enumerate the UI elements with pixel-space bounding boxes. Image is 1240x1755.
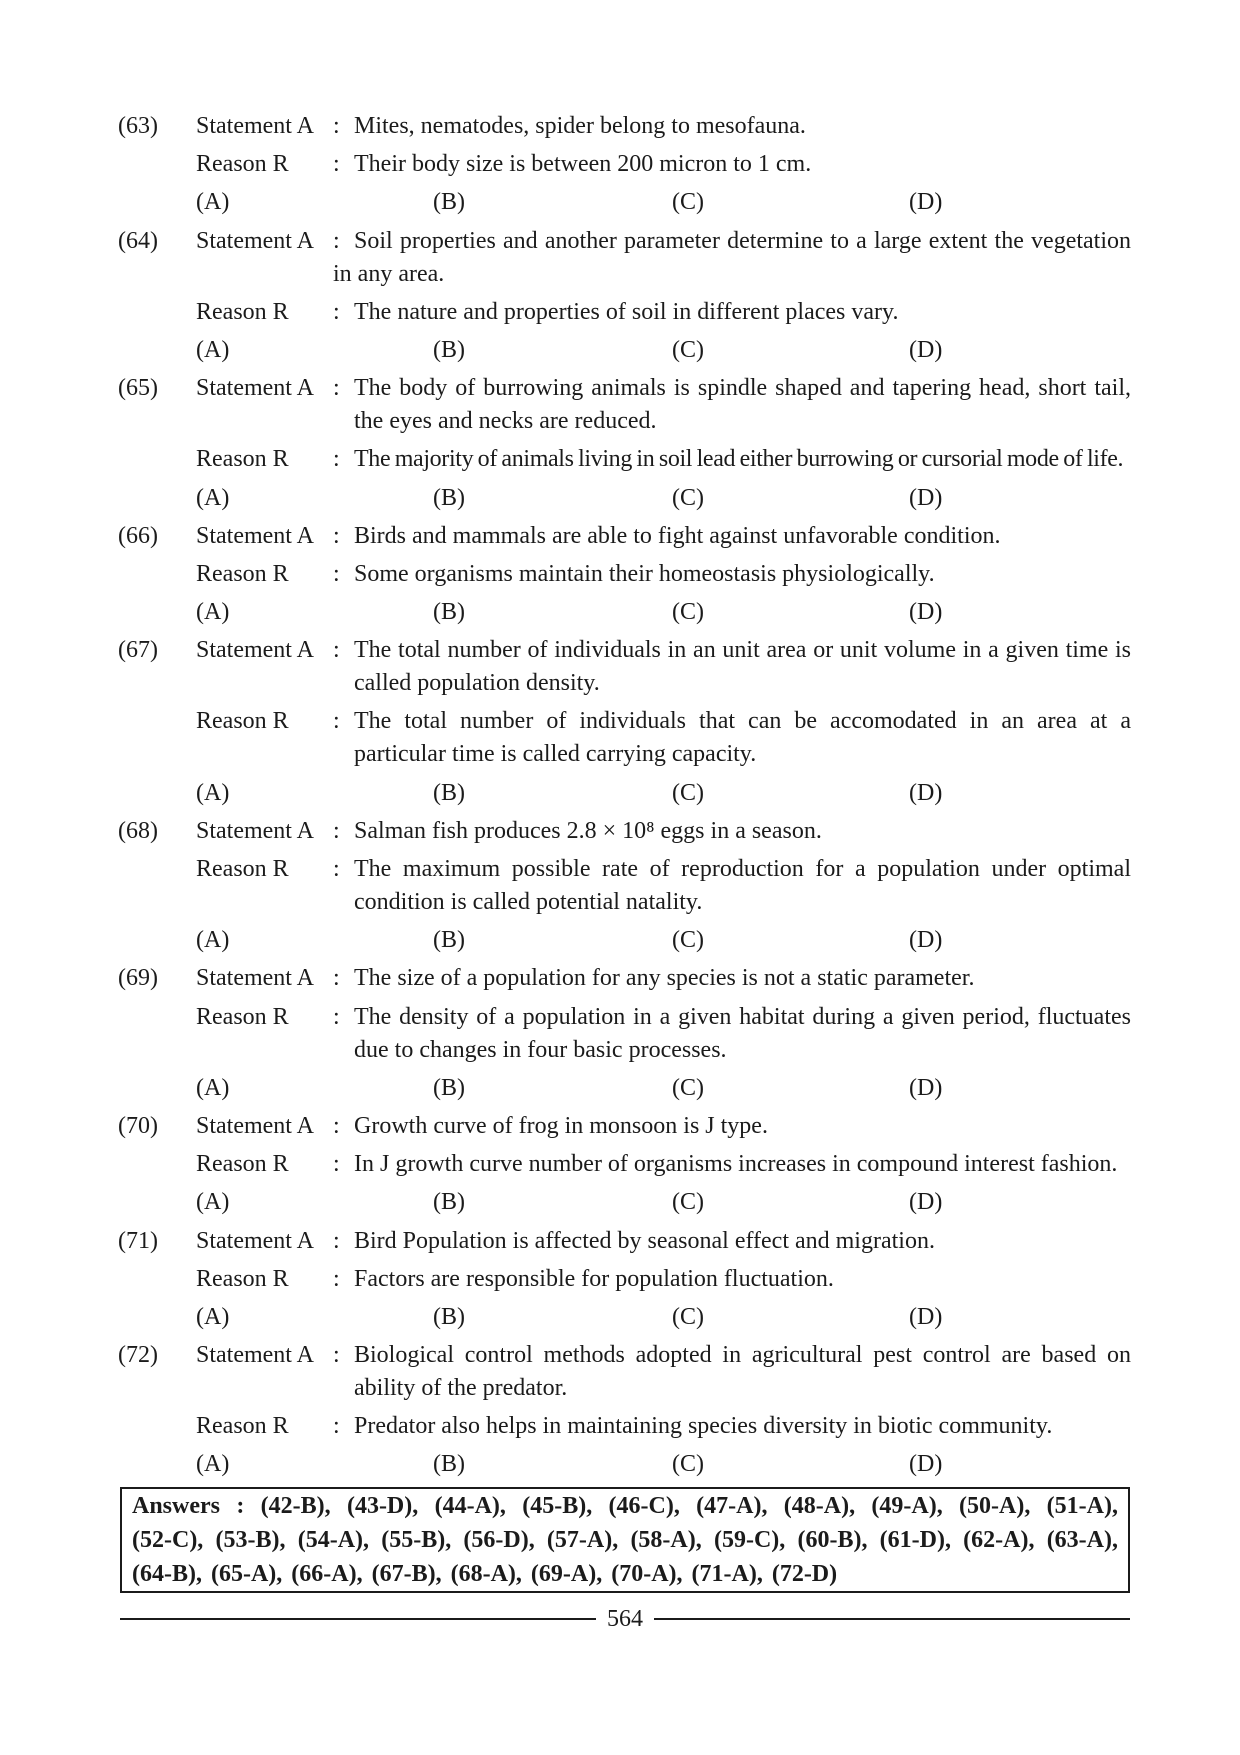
question-list	[118, 110, 1131, 1481]
option-c: (C)	[672, 189, 704, 216]
colon-separator: :	[333, 113, 340, 139]
reason-text: Predator also helps in maintaining species diversity in biotic community.	[354, 1413, 1053, 1440]
statement-row	[118, 815, 1131, 848]
statement-row	[118, 634, 1131, 700]
statement-label: Statement A	[196, 1112, 314, 1139]
option-a: (A)	[196, 484, 230, 511]
question-number: (66)	[118, 522, 158, 549]
colon-separator: :	[333, 298, 340, 325]
option-c: (C)	[672, 1074, 704, 1101]
option-d: (D)	[909, 1303, 943, 1330]
colon-separator: :	[333, 1112, 340, 1139]
options-row	[118, 1301, 1131, 1334]
statement-body	[333, 225, 1131, 291]
reason-row	[118, 1001, 1131, 1067]
colon-separator: :	[333, 817, 340, 844]
reason-body	[333, 1148, 1131, 1181]
colon-separator: :	[333, 1227, 340, 1254]
option-d: (D)	[909, 599, 943, 626]
reason-row	[118, 1148, 1131, 1181]
option-d: (D)	[909, 1074, 943, 1101]
statement-text: The total number of individuals in an unit area or unit volume in a given time is called population density.	[354, 637, 1131, 697]
option-a: (A)	[196, 1303, 230, 1330]
reason-text: The majority of animals living in soil lead either burrowing or cursorial mode of life.	[354, 446, 1124, 473]
colon-separator: :	[333, 375, 340, 402]
options-row	[118, 777, 1131, 810]
reason-row	[118, 1263, 1131, 1296]
statement-body	[333, 520, 1131, 553]
statement-text: Birds and mammals are able to fight against unfavorable condition.	[354, 522, 1001, 549]
colon-separator: :	[333, 965, 340, 992]
reason-body	[333, 558, 1131, 591]
reason-row	[118, 1410, 1131, 1443]
colon-separator: :	[333, 637, 340, 664]
option-b: (B)	[433, 599, 465, 626]
reason-row	[118, 296, 1131, 329]
statement-text: Growth curve of frog in monsoon is J type.	[354, 1112, 768, 1139]
option-a: (A)	[196, 1451, 230, 1478]
answer-key-box	[120, 1487, 1130, 1593]
options-row	[118, 1448, 1131, 1481]
option-a: (A)	[196, 1189, 230, 1216]
option-c: (C)	[672, 484, 704, 511]
option-b: (B)	[433, 484, 465, 511]
question-68	[118, 815, 1131, 957]
reason-text: The density of a population in a given habitat during a given period, fluctuates due to changes in four basic processes.	[354, 1003, 1131, 1063]
answer-key-items: (52-C), (53-B), (54-A), (55-B), (56-D), (57-A), (58-A), (59-C), (60-B), (61-D), (62-A), (63-A),	[132, 1526, 1118, 1553]
reason-text: Their body size is between 200 micron to 1 cm.	[354, 151, 812, 178]
page-number: 564	[607, 1606, 643, 1632]
option-b: (B)	[433, 189, 465, 216]
statement-body	[333, 1225, 1131, 1258]
statement-text: Bird Population is affected by seasonal effect and migration.	[354, 1227, 935, 1254]
option-b: (B)	[433, 1451, 465, 1478]
reason-row	[118, 443, 1131, 476]
reason-body	[333, 1410, 1131, 1443]
question-67	[118, 634, 1131, 809]
options-row	[118, 924, 1131, 957]
reason-label: Reason R	[196, 708, 289, 735]
statement-text: The body of burrowing animals is spindle shaped and tapering head, short tail, the eyes and necks are reduced.	[354, 375, 1131, 435]
option-b: (B)	[433, 779, 465, 806]
reason-label: Reason R	[196, 1265, 289, 1292]
colon-separator: :	[333, 522, 340, 549]
question-number: (69)	[118, 965, 158, 992]
colon-separator: :	[333, 1003, 340, 1030]
reason-row	[118, 148, 1131, 181]
question-section	[118, 110, 1131, 1593]
statement-body	[333, 634, 1131, 700]
reason-label: Reason R	[196, 151, 289, 178]
statement-text: Biological control methods adopted in agricultural pest control are based on ability of the predator.	[354, 1342, 1131, 1402]
question-number: (70)	[118, 1112, 158, 1139]
question-69	[118, 962, 1131, 1104]
option-c: (C)	[672, 336, 704, 363]
option-d: (D)	[909, 927, 943, 954]
answer-key-items: (42-B), (43-D), (44-A), (45-B), (46-C), (47-A), (48-A), (49-A), (50-A), (51-A),	[260, 1492, 1118, 1519]
answer-key-line	[132, 1523, 1118, 1557]
option-a: (A)	[196, 189, 230, 216]
statement-body	[333, 372, 1131, 438]
statement-row	[118, 225, 1131, 291]
footer-rule-left	[120, 1618, 596, 1620]
option-a: (A)	[196, 336, 230, 363]
question-number: (68)	[118, 817, 158, 844]
reason-body	[333, 1263, 1131, 1296]
reason-text: The nature and properties of soil in different places vary.	[354, 298, 899, 325]
option-b: (B)	[433, 1074, 465, 1101]
question-number: (63)	[118, 113, 158, 139]
question-64	[118, 225, 1131, 367]
statement-body	[333, 1339, 1131, 1405]
statement-body	[333, 110, 1131, 143]
option-d: (D)	[909, 779, 943, 806]
option-c: (C)	[672, 927, 704, 954]
answer-key-line	[132, 1489, 1118, 1523]
option-c: (C)	[672, 1189, 704, 1216]
options-row	[118, 186, 1131, 219]
statement-row	[118, 372, 1131, 438]
statement-label: Statement A	[196, 1227, 314, 1254]
option-d: (D)	[909, 189, 943, 216]
page-footer	[120, 1605, 1130, 1633]
colon-separator: :	[333, 856, 340, 882]
answer-key-line	[132, 1557, 1118, 1591]
statement-text: Salman fish produces 2.8 × 10⁸ eggs in a season.	[354, 817, 822, 844]
reason-label: Reason R	[196, 1413, 289, 1440]
colon-separator: :	[333, 227, 340, 254]
question-70	[118, 1110, 1131, 1219]
colon-separator: :	[333, 560, 340, 587]
statement-text: The size of a population for any species is not a static parameter.	[354, 965, 975, 992]
question-number: (71)	[118, 1227, 158, 1254]
question-number: (72)	[118, 1342, 158, 1369]
option-b: (B)	[433, 336, 465, 363]
options-row	[118, 596, 1131, 629]
statement-body	[333, 815, 1131, 848]
footer-rule-right	[654, 1618, 1130, 1620]
option-a: (A)	[196, 1074, 230, 1101]
question-71	[118, 1225, 1131, 1334]
options-row	[118, 334, 1131, 367]
statement-body	[333, 962, 1131, 995]
statement-row	[118, 520, 1131, 553]
options-row	[118, 482, 1131, 515]
answer-key-items: (64-B), (65-A), (66-A), (67-B), (68-A), (69-A), (70-A), (71-A), (72-D)	[132, 1560, 838, 1587]
statement-body	[333, 1110, 1131, 1143]
question-65	[118, 372, 1131, 514]
statement-row	[118, 1110, 1131, 1143]
reason-row	[118, 705, 1131, 771]
reason-body	[333, 853, 1131, 919]
statement-row	[118, 110, 1131, 143]
reason-text: The maximum possible rate of reproduction for a population under optimal condition is called potential natality.	[354, 856, 1131, 915]
reason-text: The total number of individuals that can be accomodated in an area at a particular time is called carrying capacity.	[354, 708, 1131, 768]
reason-row	[118, 558, 1131, 591]
reason-label: Reason R	[196, 856, 289, 882]
option-c: (C)	[672, 1303, 704, 1330]
question-63	[118, 110, 1131, 219]
statement-label: Statement A	[196, 637, 314, 664]
statement-label: Statement A	[196, 113, 314, 139]
options-row	[118, 1186, 1131, 1219]
colon-separator: :	[333, 708, 340, 735]
statement-text: Soil properties and another parameter determine to a large extent the vegetation in any area.	[333, 227, 1131, 287]
reason-label: Reason R	[196, 1151, 289, 1178]
statement-label: Statement A	[196, 965, 314, 992]
reason-body	[333, 1001, 1131, 1067]
option-c: (C)	[672, 779, 704, 806]
option-d: (D)	[909, 1189, 943, 1216]
option-b: (B)	[433, 1189, 465, 1216]
statement-row	[118, 1339, 1131, 1405]
statement-label: Statement A	[196, 375, 314, 402]
statement-label: Statement A	[196, 227, 314, 254]
reason-row	[118, 853, 1131, 919]
colon-separator: :	[333, 1265, 340, 1292]
question-number: (64)	[118, 227, 158, 254]
reason-label: Reason R	[196, 298, 289, 325]
options-row	[118, 1072, 1131, 1105]
option-b: (B)	[433, 927, 465, 954]
colon-separator: :	[333, 151, 340, 178]
question-66	[118, 520, 1131, 629]
colon-separator: :	[333, 1342, 340, 1369]
question-72	[118, 1339, 1131, 1481]
colon-separator: :	[333, 1413, 340, 1440]
option-c: (C)	[672, 1451, 704, 1478]
statement-text: Mites, nematodes, spider belong to mesofauna.	[354, 113, 806, 139]
reason-label: Reason R	[196, 1003, 289, 1030]
option-a: (A)	[196, 599, 230, 626]
reason-body	[333, 296, 1131, 329]
option-d: (D)	[909, 336, 943, 363]
reason-text: Factors are responsible for population fluctuation.	[354, 1265, 834, 1292]
option-a: (A)	[196, 927, 230, 954]
statement-row	[118, 1225, 1131, 1258]
question-number: (67)	[118, 637, 158, 664]
colon-separator: :	[333, 446, 340, 473]
option-c: (C)	[672, 599, 704, 626]
option-d: (D)	[909, 1451, 943, 1478]
option-b: (B)	[433, 1303, 465, 1330]
option-a: (A)	[196, 779, 230, 806]
reason-text: In J growth curve number of organisms increases in compound interest fashion.	[354, 1151, 1118, 1178]
statement-label: Statement A	[196, 817, 314, 844]
answer-key-label: Answers :	[132, 1492, 245, 1519]
statement-label: Statement A	[196, 1342, 314, 1369]
statement-label: Statement A	[196, 522, 314, 549]
reason-text: Some organisms maintain their homeostasis physiologically.	[354, 560, 935, 587]
reason-body	[333, 443, 1131, 476]
reason-label: Reason R	[196, 446, 289, 473]
colon-separator: :	[333, 1151, 340, 1178]
question-number: (65)	[118, 375, 158, 402]
reason-body	[333, 148, 1131, 181]
reason-label: Reason R	[196, 560, 289, 587]
option-d: (D)	[909, 484, 943, 511]
statement-row	[118, 962, 1131, 995]
reason-body	[333, 705, 1131, 771]
